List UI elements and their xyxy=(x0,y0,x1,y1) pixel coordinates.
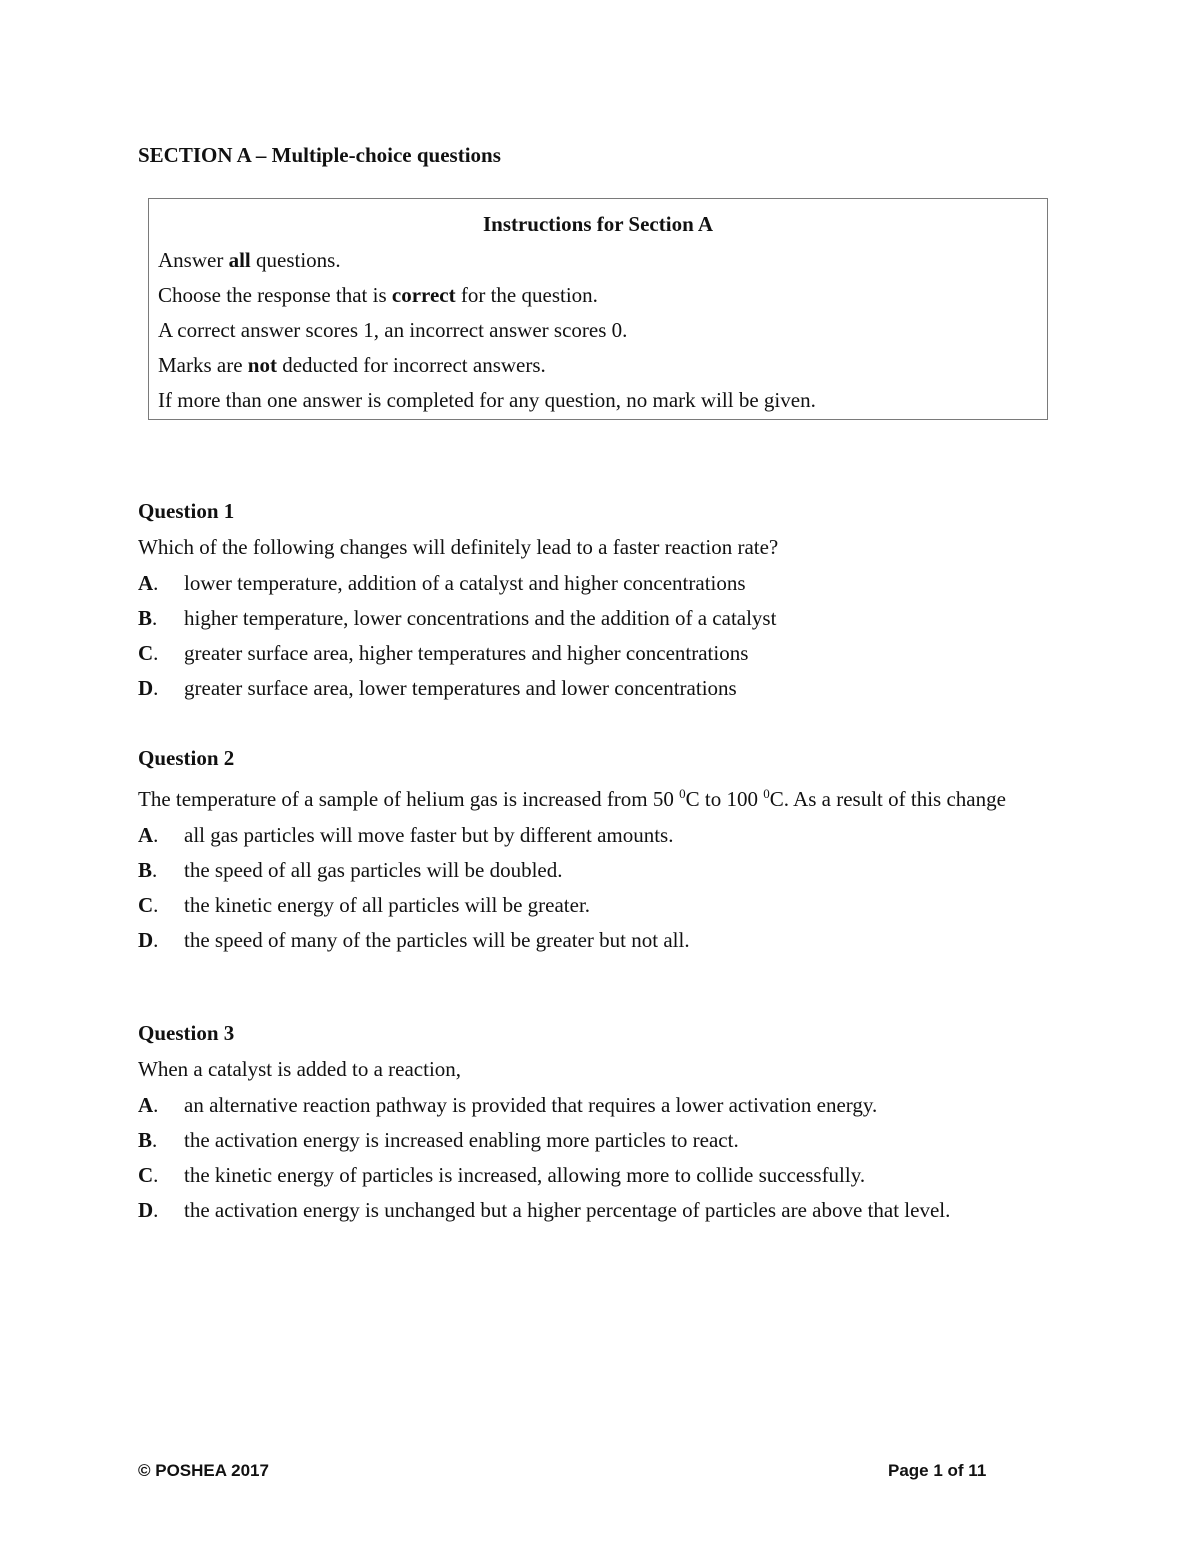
instruction-line-1 xyxy=(158,247,341,273)
option-letter: B. xyxy=(138,1128,158,1152)
footer-copyright: © POSHEA 2017 xyxy=(138,1461,269,1480)
option-b[interactable] xyxy=(138,1122,1078,1157)
options-list xyxy=(138,817,1078,957)
option-b[interactable] xyxy=(138,852,1078,887)
question-1 xyxy=(138,498,1078,705)
option-c[interactable] xyxy=(138,1157,1078,1192)
instructions-box xyxy=(148,198,1048,420)
option-b[interactable] xyxy=(138,600,1078,635)
option-letter: C. xyxy=(138,641,159,665)
question-stem: The temperature of a sample of helium gas is increased from 50 $^0$C to 100 $^0$C. As a result of this change xyxy=(138,786,1006,811)
question-title: Question 2 xyxy=(138,746,235,770)
instruction-emphasis: correct xyxy=(391,283,456,307)
option-c[interactable] xyxy=(138,887,1078,922)
option-d[interactable] xyxy=(138,922,1078,957)
instruction-text: Marks are xyxy=(158,353,248,377)
instruction-line-4 xyxy=(158,352,546,378)
option-text: greater surface area, lower temperatures and lower concentrations xyxy=(184,676,737,700)
option-letter: D. xyxy=(138,928,159,952)
option-text: an alternative reaction pathway is provided that requires a lower activation energy. xyxy=(184,1093,878,1117)
question-stem: When a catalyst is added to a reaction, xyxy=(138,1057,462,1081)
instruction-line-3: A correct answer scores 1, an incorrect answer scores 0. xyxy=(158,318,628,342)
instruction-text: deducted for incorrect answers. xyxy=(276,353,546,377)
footer-page-number: Page 1 of 11 xyxy=(888,1461,987,1480)
option-text: all gas particles will move faster but by different amounts. xyxy=(184,823,674,847)
option-d[interactable] xyxy=(138,1192,1078,1227)
instruction-line-2 xyxy=(158,282,598,308)
option-c[interactable] xyxy=(138,635,1078,670)
option-text: the speed of all gas particles will be doubled. xyxy=(184,858,563,882)
question-title: Question 1 xyxy=(138,499,235,523)
option-a[interactable] xyxy=(138,565,1078,600)
options-list xyxy=(138,565,1078,705)
instruction-text: for the question. xyxy=(455,283,598,307)
option-letter: D. xyxy=(138,676,159,700)
option-letter: D. xyxy=(138,1198,159,1222)
option-letter: B. xyxy=(138,858,158,882)
option-letter: A. xyxy=(138,823,159,847)
option-letter: A. xyxy=(138,571,159,595)
instructions-heading: Instructions for Section A xyxy=(482,212,714,236)
option-text: the kinetic energy of particles is increased, allowing more to collide successfully. xyxy=(184,1163,866,1187)
options-list xyxy=(138,1087,1078,1227)
option-a[interactable] xyxy=(138,1087,1078,1122)
option-letter: C. xyxy=(138,893,159,917)
question-3 xyxy=(138,1020,1078,1227)
question-stem: Which of the following changes will definitely lead to a faster reaction rate? xyxy=(138,535,779,559)
option-a[interactable] xyxy=(138,817,1078,852)
question-title: Question 3 xyxy=(138,1021,235,1045)
option-d[interactable] xyxy=(138,670,1078,705)
option-text: higher temperature, lower concentrations and the addition of a catalyst xyxy=(184,606,777,630)
option-text: the speed of many of the particles will be greater but not all. xyxy=(184,928,690,952)
instruction-text: questions. xyxy=(250,248,341,272)
instruction-emphasis: all xyxy=(228,248,251,272)
instruction-text: Choose the response that is xyxy=(158,283,392,307)
option-text: the kinetic energy of all particles will be greater. xyxy=(184,893,591,917)
question-2 xyxy=(138,745,1078,957)
option-text: lower temperature, addition of a catalyst and higher concentrations xyxy=(184,571,746,595)
option-letter: B. xyxy=(138,606,158,630)
option-letter: A. xyxy=(138,1093,159,1117)
option-text: the activation energy is increased enabling more particles to react. xyxy=(184,1128,739,1152)
section-title: SECTION A – Multiple-choice questions xyxy=(138,143,501,167)
instruction-line-5: If more than one answer is completed for any question, no mark will be given. xyxy=(158,388,816,412)
option-text: the activation energy is unchanged but a higher percentage of particles are above that level. xyxy=(184,1198,951,1222)
option-letter: C. xyxy=(138,1163,159,1187)
instruction-text: Answer xyxy=(158,248,229,272)
instruction-emphasis: not xyxy=(247,353,277,377)
option-text: greater surface area, higher temperatures and higher concentrations xyxy=(184,641,749,665)
